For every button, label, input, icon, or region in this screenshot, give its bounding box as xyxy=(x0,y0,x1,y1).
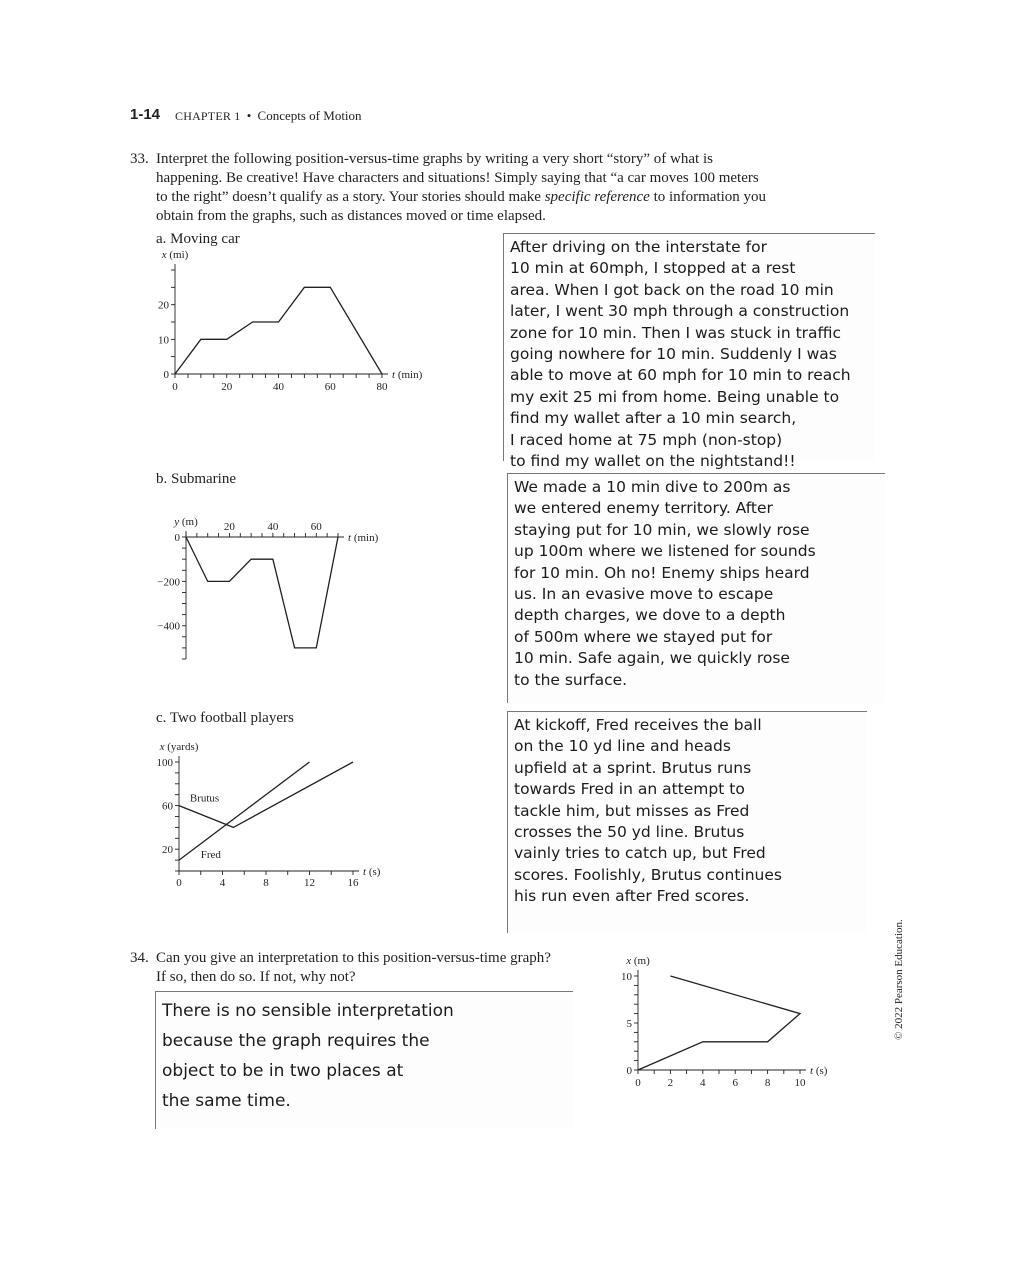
handwritten-line: on the 10 yd line and heads xyxy=(514,737,731,756)
x-tick-label: 80 xyxy=(376,381,388,393)
handwritten-line: At kickoff, Fred receives the ball xyxy=(514,716,762,734)
handwritten-line: going nowhere for 10 min. Suddenly I was xyxy=(510,345,837,364)
y-axis-title: x (mi) xyxy=(161,249,189,261)
question-34-line-1: Can you give an interpretation to this position-versus-time graph? xyxy=(156,950,551,966)
x-axis-title: t (s) xyxy=(810,1065,828,1077)
y-tick-label: 10 xyxy=(621,971,632,983)
x-axis-title: t (min) xyxy=(348,532,379,544)
y-axis-title: y (m) xyxy=(174,516,198,528)
handwritten-line: staying put for 10 min, we slowly rose xyxy=(514,520,810,539)
question-33-line-1: Interpret the following position-versus-time graphs by writing a very short “story” of what is xyxy=(156,151,713,167)
y-axis-title: x (m) xyxy=(626,955,650,967)
copyright-notice: © 2022 Pearson Education. xyxy=(893,919,905,1040)
y-tick-label: −200 xyxy=(157,576,180,589)
part-a-label: a. Moving car xyxy=(156,231,240,247)
y-tick-label: 0 xyxy=(626,1065,632,1077)
y-tick-label: 20 xyxy=(158,299,169,312)
x-tick-label: 0 xyxy=(635,1077,641,1089)
part-c-label: c. Two football players xyxy=(156,710,294,726)
handwritten-line: towards Fred in an attempt to xyxy=(514,780,745,799)
handwritten-line: object to be in two places at xyxy=(162,1061,404,1081)
question-33-line-4: obtain from the graphs, such as distances moved or time elapsed. xyxy=(156,208,546,224)
handwritten-line: up 100m where we listened for sounds xyxy=(514,542,816,561)
handwritten-line: There is no sensible interpretation xyxy=(162,1001,454,1021)
handwritten-line: area. When I got back on the road 10 min xyxy=(510,280,834,299)
handwritten-line: later, I went 30 mph through a construction xyxy=(510,302,850,321)
question-33-line-3: to the right” doesn’t qualify as a story. Your stories should make specific reference to information you xyxy=(156,189,767,205)
question-34-line-2: If so, then do so. If not, why not? xyxy=(156,969,356,985)
y-tick-label: 0 xyxy=(163,369,169,381)
x-tick-label: 4 xyxy=(700,1077,706,1089)
handwritten-line: 10 min. Safe again, we quickly rose xyxy=(514,649,790,668)
handwritten-line: his run even after Fred scores. xyxy=(514,887,750,906)
handwritten-line: I raced home at 75 mph (non-stop) xyxy=(510,430,783,449)
handwritten-line: depth charges, we dove to a depth xyxy=(514,606,786,625)
x-tick-label: 40 xyxy=(267,521,279,533)
handwritten-line: scores. Foolishly, Brutus continues xyxy=(514,865,782,884)
x-tick-label: 0 xyxy=(172,381,178,393)
emphasis-text: specific reference xyxy=(544,189,650,205)
handwritten-line: for 10 min. Oh no! Enemy ships heard xyxy=(514,563,810,582)
handwritten-line: 10 min at 60mph, I stopped at a rest xyxy=(510,259,796,278)
handwritten-line: tackle him, but misses as Fred xyxy=(514,801,750,820)
x-tick-label: 40 xyxy=(273,381,284,393)
y-tick-label: 60 xyxy=(162,800,173,813)
handwritten-line: After driving on the interstate for xyxy=(510,238,767,256)
question-33-number: 33. xyxy=(130,151,149,167)
handwritten-line: us. In an evasive move to escape xyxy=(514,585,774,604)
x-tick-label: 2 xyxy=(667,1077,674,1089)
part-b-label: b. Submarine xyxy=(156,471,236,487)
x-tick-label: 10 xyxy=(794,1077,806,1089)
x-tick-label: 60 xyxy=(324,381,336,393)
chapter-label: CHAPTER 1 xyxy=(175,109,241,123)
handwritten-line: the same time. xyxy=(162,1091,291,1111)
handwritten-line: crosses the 50 yd line. Brutus xyxy=(514,823,745,842)
x-tick-label: 8 xyxy=(764,1077,771,1089)
page-number: 1-14 xyxy=(130,106,161,123)
x-axis-title: t (min) xyxy=(392,369,423,381)
handwritten-line: because the graph requires the xyxy=(162,1031,430,1051)
y-tick-label: 20 xyxy=(162,844,173,857)
series-label: Brutus xyxy=(189,792,220,805)
y-tick-label: 0 xyxy=(174,532,180,544)
chapter-title: Concepts of Motion xyxy=(257,108,362,123)
answer-34-handwriting xyxy=(155,991,573,1129)
x-tick-label: 8 xyxy=(263,877,269,889)
handwritten-line: able to move at 60 mph for 10 min to reach xyxy=(510,366,851,385)
y-tick-label: −400 xyxy=(157,620,180,633)
series-label: Fred xyxy=(200,849,221,862)
x-tick-label: 12 xyxy=(304,877,315,889)
x-tick-label: 0 xyxy=(176,877,182,889)
x-axis-title: t (s) xyxy=(363,866,381,878)
question-33-line-2: happening. Be creative! Have characters and situations! Simply saying that “a car moves 100 meters xyxy=(156,170,759,186)
handwritten-line: we entered enemy territory. After xyxy=(514,499,773,518)
handwritten-line: zone for 10 min. Then I was stuck in traffic xyxy=(510,323,842,342)
x-tick-label: 20 xyxy=(221,381,233,393)
handwritten-line: of 500m where we stayed put for xyxy=(514,627,773,646)
x-tick-label: 16 xyxy=(347,877,359,889)
handwritten-line: upfield at a sprint. Brutus runs xyxy=(514,758,752,777)
series-line xyxy=(638,976,800,1070)
x-tick-label: 6 xyxy=(732,1077,738,1089)
header-bullet: • xyxy=(246,108,252,123)
handwritten-line: find my wallet after a 10 min search, xyxy=(510,409,797,428)
handwritten-line: to the surface. xyxy=(514,670,628,689)
x-tick-label: 60 xyxy=(310,521,322,533)
handwritten-line: vainly tries to catch up, but Fred xyxy=(514,844,766,863)
y-tick-label: 10 xyxy=(158,334,169,347)
x-tick-label: 4 xyxy=(219,877,226,889)
handwritten-line: We made a 10 min dive to 200m as xyxy=(514,478,791,496)
y-tick-label: 5 xyxy=(626,1018,632,1030)
y-tick-label: 100 xyxy=(156,757,173,769)
x-tick-label: 20 xyxy=(223,521,235,533)
question-34-number: 34. xyxy=(130,950,149,966)
handwritten-line: to find my wallet on the nightstand!! xyxy=(510,452,796,471)
y-axis-title: x (yards) xyxy=(159,741,199,753)
handwritten-line: my exit 25 mi from home. Being unable to xyxy=(510,387,840,406)
